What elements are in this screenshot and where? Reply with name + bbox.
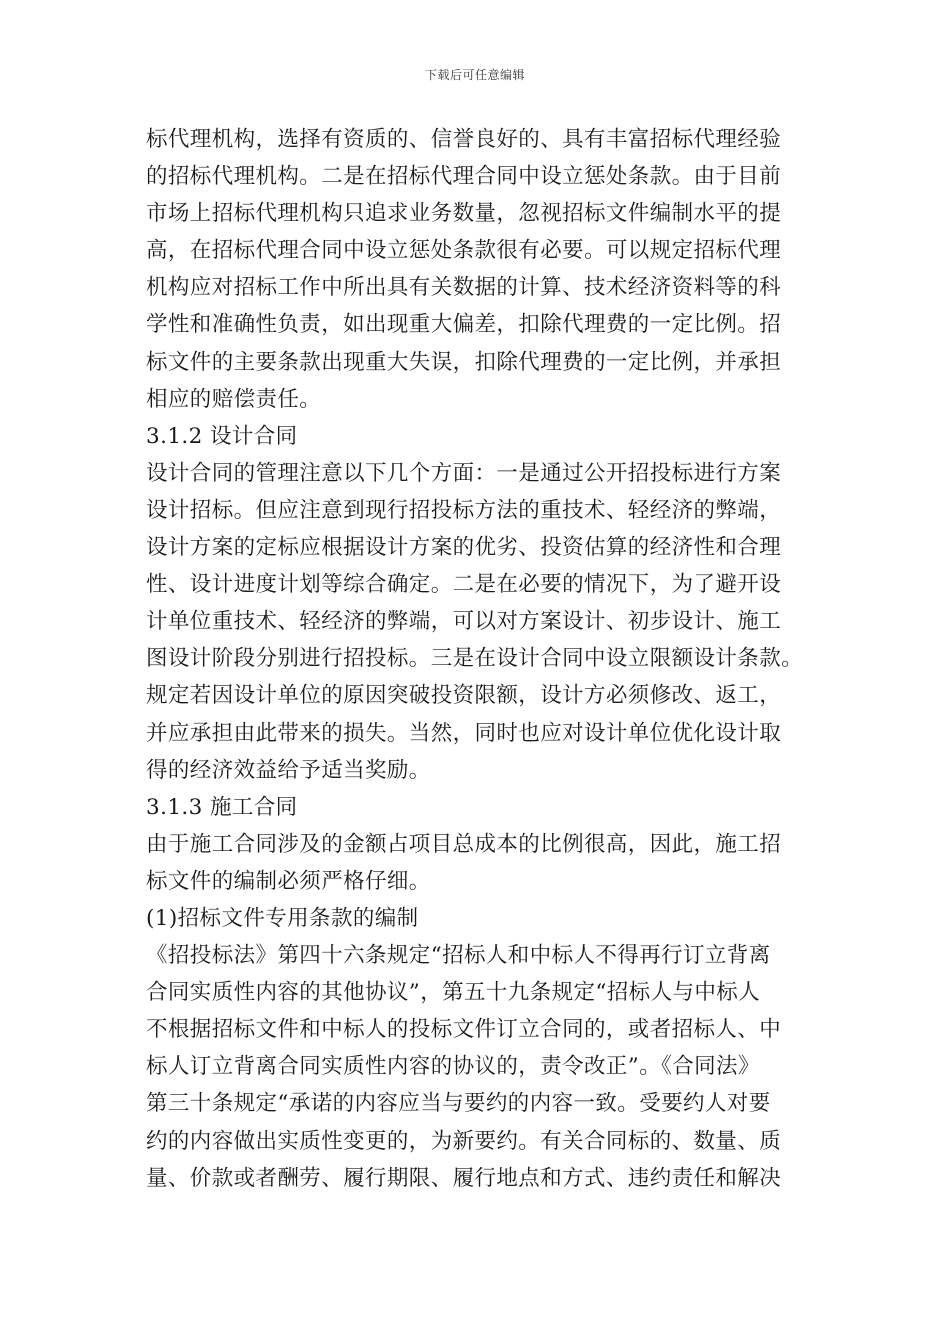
body-line: 机构应对招标工作中所出具有关数据的计算、技术经济资料等的科 <box>146 275 782 301</box>
section-heading: 3.1.2 设计合同 <box>146 423 298 449</box>
body-line: 标人订立背离合同实质性内容的协议的，责令改正”。《合同法》 <box>146 1054 760 1080</box>
body-line: 合同实质性内容的其他协议”，第五十九条规定“招标人与中标人 <box>146 980 761 1006</box>
body-line: 性、设计进度计划等综合确定。二是在必要的情况下，为了避开设 <box>146 572 782 598</box>
body-line: 约的内容做出实质性变更的，为新要约。有关合同标的、数量、质 <box>146 1128 782 1154</box>
body-line: 图设计阶段分别进行招投标。三是在设计合同中设立限额设计条款。 <box>146 646 804 672</box>
body-line: 第三十条规定“承诺的内容应当与要约的内容一致。受要约人对要 <box>146 1091 771 1117</box>
body-line: 标文件的主要条款出现重大失误，扣除代理费的一定比例，并承担 <box>146 349 782 375</box>
body-line: 学性和准确性负责，如出现重大偏差，扣除代理费的一定比例。招 <box>146 312 782 338</box>
body-line: 规定若因设计单位的原因突破投资限额，设计方必须修改、返工， <box>146 683 782 709</box>
body-line: 相应的赔偿责任。 <box>146 386 322 412</box>
body-line: 设计招标。但应注意到现行招投标方法的重技术、轻经济的弊端， <box>146 497 782 523</box>
body-line: 量、价款或者酬劳、履行期限、履行地点和方式、违约责任和解决 <box>146 1165 782 1191</box>
body-line: 不根据招标文件和中标人的投标文件订立合同的，或者招标人、中 <box>146 1017 782 1043</box>
page-header: 下载后可任意编辑 <box>424 68 525 82</box>
section-heading: 3.1.3 施工合同 <box>146 794 298 820</box>
body-line: 计单位重技术、轻经济的弊端，可以对方案设计、初步设计、施工 <box>146 609 782 635</box>
body-line: 设计方案的定标应根据设计方案的优劣、投资估算的经济性和合理 <box>146 535 782 561</box>
body-line: 高，在招标代理合同中设立惩处条款很有必要。可以规定招标代理 <box>146 238 782 264</box>
body-line: 的招标代理机构。二是在招标代理合同中设立惩处条款。由于目前 <box>146 164 782 190</box>
body-line: 《招投标法》第四十六条规定“招标人和中标人不得再行订立背离 <box>146 943 771 969</box>
body-line: 设计合同的管理注意以下几个方面：一是通过公开招投标进行方案 <box>146 460 782 486</box>
body-line: 标文件的编制必须严格仔细。 <box>146 868 431 894</box>
subsection-heading: (1)招标文件专用条款的编制 <box>146 905 419 931</box>
body-line: 市场上招标代理机构只追求业务数量，忽视招标文件编制水平的提 <box>146 201 782 227</box>
body-line: 得的经济效益给予适当奖励。 <box>146 757 431 783</box>
body-line: 由于施工合同涉及的金额占项目总成本的比例很高，因此，施工招 <box>146 831 782 857</box>
body-line: 标代理机构，选择有资质的、信誉良好的、具有丰富招标代理经验 <box>146 127 782 152</box>
body-line: 并应承担由此带来的损失。当然，同时也应对设计单位优化设计取 <box>146 720 782 746</box>
document-body <box>146 121 806 1197</box>
